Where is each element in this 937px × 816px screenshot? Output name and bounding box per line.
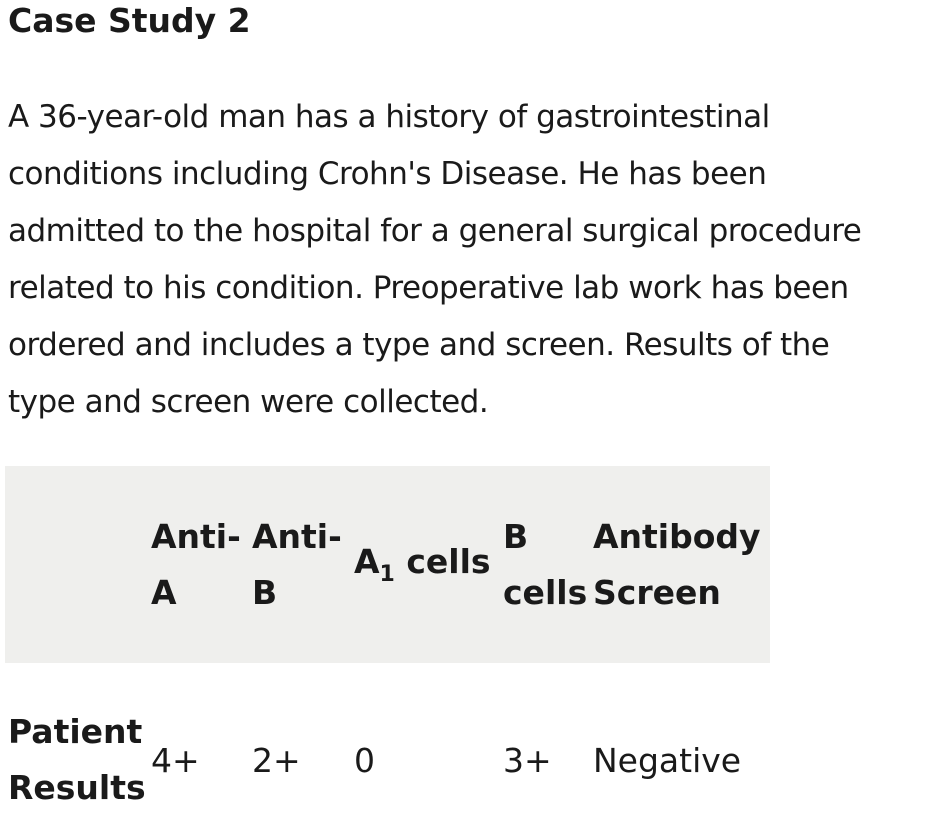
header-antibody-screen: Antibody Screen	[593, 517, 761, 612]
header-a1-cells: $A_1$ cells	[354, 542, 491, 587]
case-study-title: Case Study 2	[8, 1, 251, 40]
header-b-cells: B cells	[503, 517, 588, 612]
case-description-line: conditions including Crohn's Disease. He has been	[8, 156, 767, 192]
header-anti-b: Anti- B	[252, 517, 342, 612]
case-description	[8, 89, 933, 431]
case-description-line: admitted to the hospital for a general surgical procedure	[8, 213, 862, 249]
cell-anti-b: 2+	[252, 741, 301, 780]
cell-antibody-screen: Negative	[593, 741, 742, 780]
cell-a1-cells: 0	[354, 741, 375, 780]
row-label-patient-results: Patient Results	[8, 712, 146, 807]
header-anti-a: Anti- A	[151, 517, 241, 612]
cell-b-cells: 3+	[503, 741, 552, 780]
case-description-line: related to his condition. Preoperative lab work has been	[8, 270, 849, 306]
case-description-line: A 36-year-old man has a history of gastrointestinal	[8, 99, 770, 135]
case-description-line: type and screen were collected.	[8, 384, 489, 420]
cell-anti-a: 4+	[151, 741, 200, 780]
case-description-line: ordered and includes a type and screen. Results of the	[8, 327, 830, 363]
